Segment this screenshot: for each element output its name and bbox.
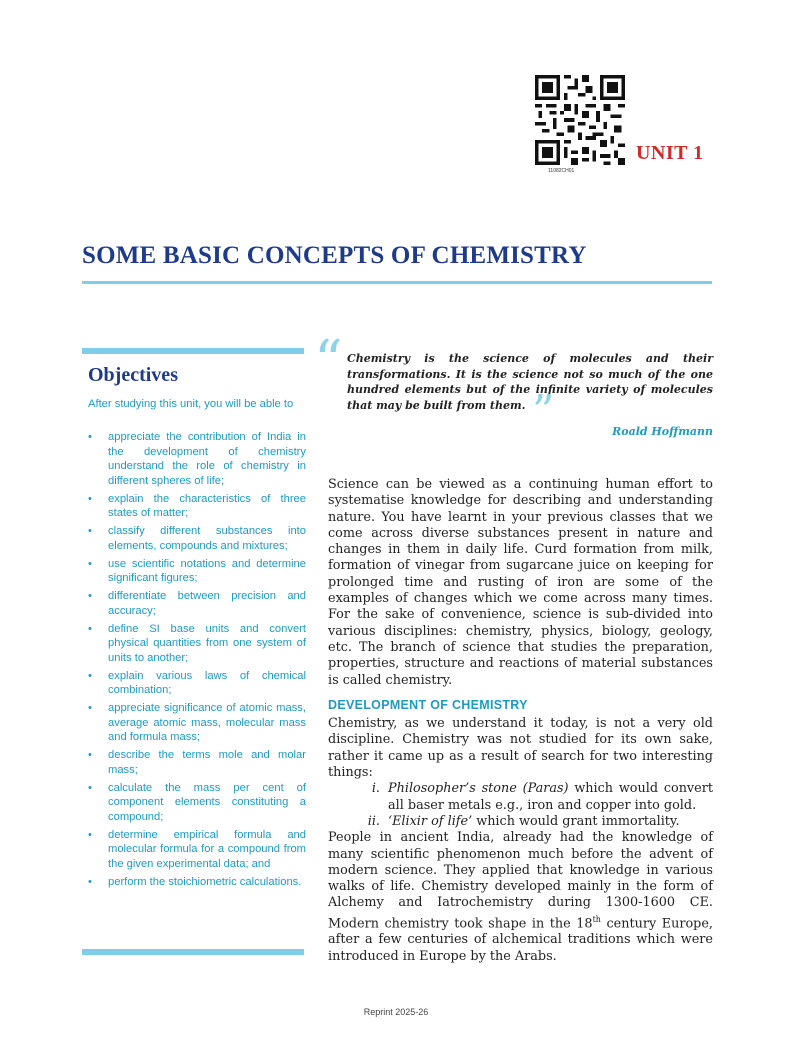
objective-item: • describe the terms mole and molar mass;	[88, 748, 306, 777]
objective-item: • perform the stoichiometric calculations.	[88, 875, 306, 890]
history-text-start: People in ancient India, already had the knowledge of many scientific phenomenon much before the advent of modern science. They applied that knowledge in various walks of life. Chemistry developed mainly in the form of Alchemy and Iatrochemistry during 1300-1600 CE. Modern chemistry took shape in the 18	[328, 830, 713, 931]
list-term: Philosopher’s stone (Paras)	[388, 781, 569, 797]
objectives-intro: After studying this unit, you will be able to	[88, 398, 294, 410]
chapter-title: SOME BASIC CONCEPTS OF CHEMISTRY	[82, 242, 587, 269]
objectives-list	[88, 430, 306, 893]
objectives-top-bar	[82, 348, 304, 354]
close-quote-mark: ”	[532, 386, 555, 437]
quote-author: Roald Hoffmann	[612, 425, 713, 438]
objective-item: • calculate the mass per cent of component elements constituting a compound;	[88, 781, 306, 825]
objective-item: • classify different substances into elements, compounds and mixtures;	[88, 524, 306, 553]
objectives-heading: Objectives	[88, 364, 178, 386]
interesting-things-list	[328, 781, 713, 830]
intro-paragraph: Science can be viewed as a continuing human effort to systematise knowledge for describing and understanding nature. You have learnt in your previous classes that we come across diverse substances present in nature and changes in them in daily life. Curd formation from milk, formation of vinegar from sugarcane juice on keeping for prolonged time and rusting of iron are some of the examples of changes which we come across many times. For the sake of convenience, science is sub-divided into various disciplines: chemistry, physics, biology, geology, etc. The branch of science that studies the preparation, properties, structure and reactions of material substances is called chemistry.	[328, 477, 713, 688]
reprint-footer: Reprint 2025-26	[363, 1007, 429, 1017]
objective-item: • explain various laws of chemical combination;	[88, 669, 306, 698]
main-text	[328, 477, 713, 965]
qr-code-id: 11082CH01	[548, 168, 575, 174]
qr-code-image	[535, 75, 625, 165]
list-number: ii.	[367, 813, 380, 829]
list-text: which would grant immortality.	[472, 813, 680, 829]
objective-item: • differentiate between precision and accuracy;	[88, 589, 306, 618]
list-item	[328, 814, 713, 830]
unit-label: UNIT 1	[636, 142, 704, 164]
objective-item: • determine empirical formula and molecular formula for a compound from the given experimental data; and	[88, 828, 306, 872]
history-paragraph	[328, 830, 713, 965]
development-paragraph: Chemistry, as we understand it today, is not a very old discipline. Chemistry was not studied for its own sake, rather it came up as a result of search for two interesting things:	[328, 716, 713, 781]
objective-item: • appreciate the contribution of India in the development of chemistry understand the role of chemistry in different spheres of life;	[88, 430, 306, 488]
ordinal-superscript: th	[592, 914, 601, 924]
objective-item: • define SI base units and convert physical quantities from one system of units to another;	[88, 622, 306, 666]
objectives-bottom-bar	[82, 949, 304, 955]
list-item	[328, 781, 713, 814]
open-quote-mark: “	[314, 329, 343, 394]
objective-item: • explain the characteristics of three states of matter;	[88, 492, 306, 521]
list-number: i.	[371, 781, 380, 797]
title-divider	[82, 281, 712, 284]
section-heading: DEVELOPMENT OF CHEMISTRY	[328, 697, 528, 712]
list-term: ‘Elixir of life’	[388, 813, 473, 829]
list-text: which would convert all baser metals e.g., iron and copper into gold.	[388, 781, 713, 813]
objective-item: • appreciate significance of atomic mass, average atomic mass, molecular mass and formula mass;	[88, 701, 306, 745]
history-text-end: century Europe, after a few centuries of alchemical traditions which were introduced in Europe by the Arabs.	[328, 915, 713, 964]
epigraph-quote: Chemistry is the science of molecules and their transformations. It is the science not so much of the one hundred elements but of the infinite variety of molecules that may be built from them.	[347, 352, 713, 412]
objective-item: • use scientific notations and determine significant figures;	[88, 557, 306, 586]
